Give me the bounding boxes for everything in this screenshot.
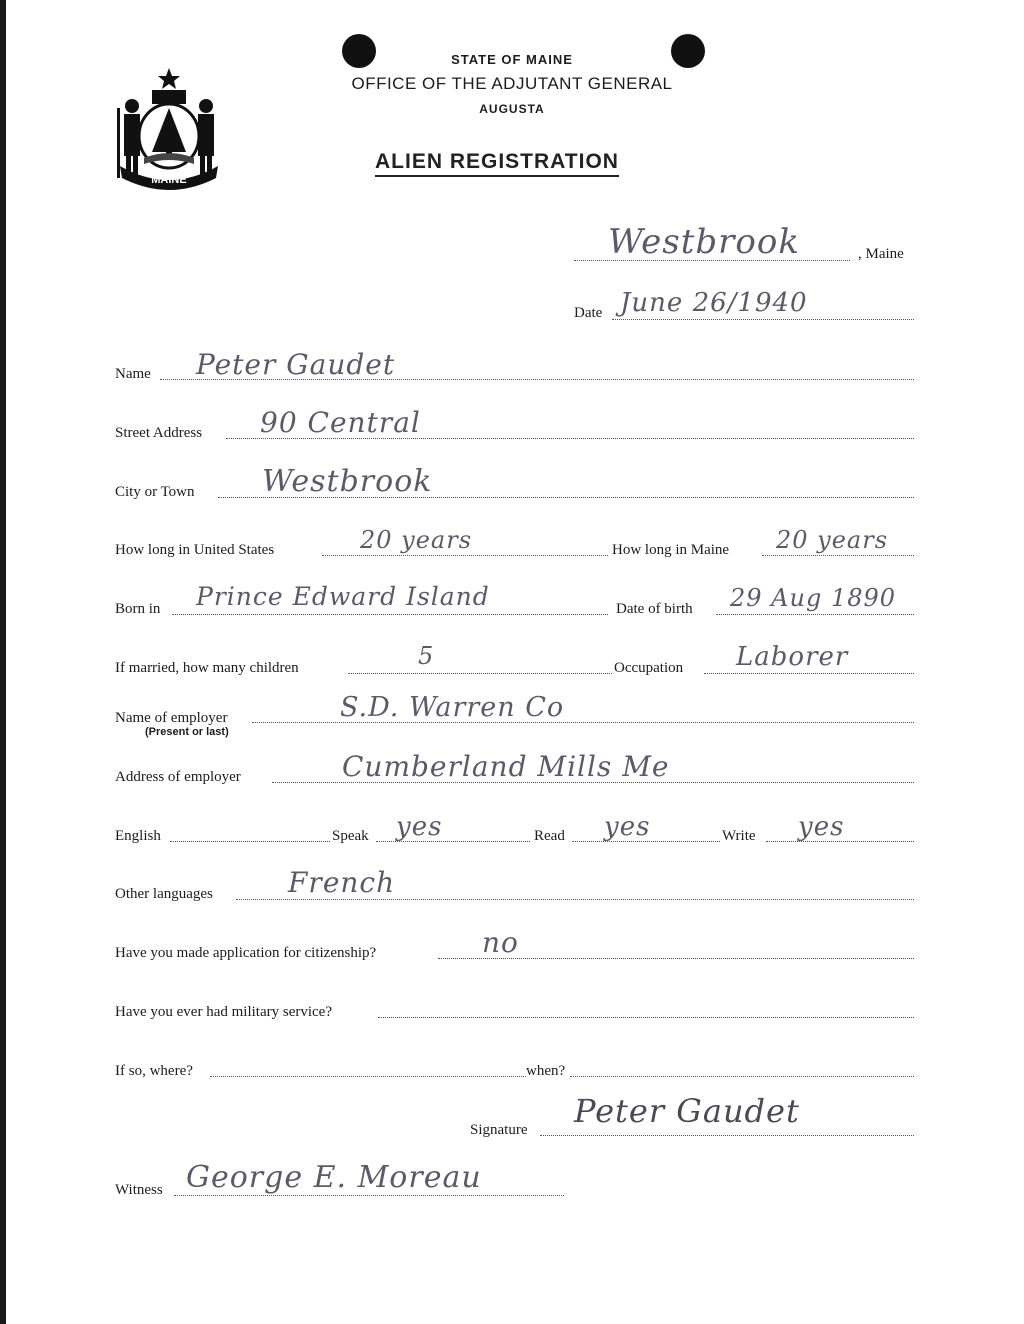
city-label: City or Town — [115, 484, 195, 500]
signature-line — [540, 1135, 914, 1136]
write-value: yes — [798, 812, 845, 842]
when-line — [570, 1076, 914, 1077]
employer-note: (Present or last) — [145, 726, 229, 738]
read-label: Read — [534, 828, 565, 844]
occupation-value: Laborer — [736, 642, 849, 672]
military-label: Have you ever had military service? — [115, 1004, 332, 1020]
speak-value: yes — [396, 812, 443, 842]
how-long-us-value: 20 years — [360, 526, 473, 554]
scan-edge — [0, 0, 6, 1324]
born-in-value: Prince Edward Island — [196, 582, 490, 611]
where-label: If so, where? — [115, 1063, 193, 1079]
date-of-birth-line — [716, 614, 914, 615]
other-languages-label: Other languages — [115, 886, 213, 902]
citizenship-label: Have you made application for citizenship? — [115, 945, 377, 961]
svg-text:MAINE: MAINE — [151, 174, 187, 186]
write-line — [766, 841, 914, 842]
how-long-maine-line — [762, 555, 914, 556]
children-label: If married, how many children — [115, 660, 299, 676]
signature-label: Signature — [470, 1122, 528, 1138]
citizenship-value: no — [482, 926, 519, 959]
english-label: English — [115, 828, 161, 844]
town-value: Westbrook — [608, 222, 800, 262]
occupation-label: Occupation — [614, 660, 684, 676]
employer-address-line — [272, 782, 914, 783]
speak-label: Speak — [332, 828, 369, 844]
employer-address-label: Address of employer — [115, 769, 241, 785]
city-value: Westbrook — [262, 464, 433, 499]
read-value: yes — [604, 812, 651, 842]
town-line — [574, 260, 850, 261]
date-label: Date — [574, 305, 603, 321]
where-line — [210, 1076, 526, 1077]
employer-label: Name of employer — [115, 710, 228, 726]
state-heading: STATE OF MAINE — [451, 52, 573, 67]
other-languages-line — [236, 899, 914, 900]
occupation-line — [704, 673, 914, 674]
signature-value: Peter Gaudet — [574, 1092, 800, 1130]
employer-address-value: Cumberland Mills Me — [342, 750, 670, 783]
form-title: ALIEN REGISTRATION — [375, 150, 619, 177]
date-value: June 26/1940 — [620, 288, 808, 318]
name-value: Peter Gaudet — [196, 348, 396, 381]
how-long-maine-value: 20 years — [776, 526, 889, 554]
witness-label: Witness — [115, 1182, 163, 1198]
speak-line — [376, 841, 530, 842]
when-label: when? — [526, 1063, 566, 1079]
date-of-birth-value: 29 Aug 1890 — [730, 584, 897, 612]
how-long-maine-label: How long in Maine — [612, 542, 730, 558]
children-value: 5 — [418, 642, 435, 670]
how-long-us-line — [322, 555, 608, 556]
witness-value: George E. Moreau — [186, 1160, 482, 1195]
english-line — [170, 841, 330, 842]
office-heading: OFFICE OF THE ADJUTANT GENERAL — [351, 74, 673, 93]
born-in-label: Born in — [115, 601, 161, 617]
write-label: Write — [722, 828, 756, 844]
citizenship-line — [438, 958, 914, 959]
employer-value: S.D. Warren Co — [340, 692, 565, 723]
employer-line — [252, 722, 914, 723]
street-label: Street Address — [115, 425, 203, 441]
street-value: 90 Central — [260, 406, 421, 439]
children-line — [348, 673, 612, 674]
how-long-us-label: How long in United States — [115, 542, 275, 558]
witness-line — [174, 1195, 564, 1196]
city-heading: AUGUSTA — [479, 102, 545, 116]
city-line — [218, 497, 914, 498]
read-line — [572, 841, 720, 842]
street-line — [226, 438, 914, 439]
born-in-line — [172, 614, 608, 615]
military-line — [378, 1017, 914, 1018]
maine-label: , Maine — [858, 246, 904, 262]
name-label: Name — [115, 366, 151, 382]
other-languages-value: French — [288, 866, 396, 899]
name-line — [160, 379, 914, 380]
date-line — [612, 319, 914, 320]
date-of-birth-label: Date of birth — [616, 601, 693, 617]
